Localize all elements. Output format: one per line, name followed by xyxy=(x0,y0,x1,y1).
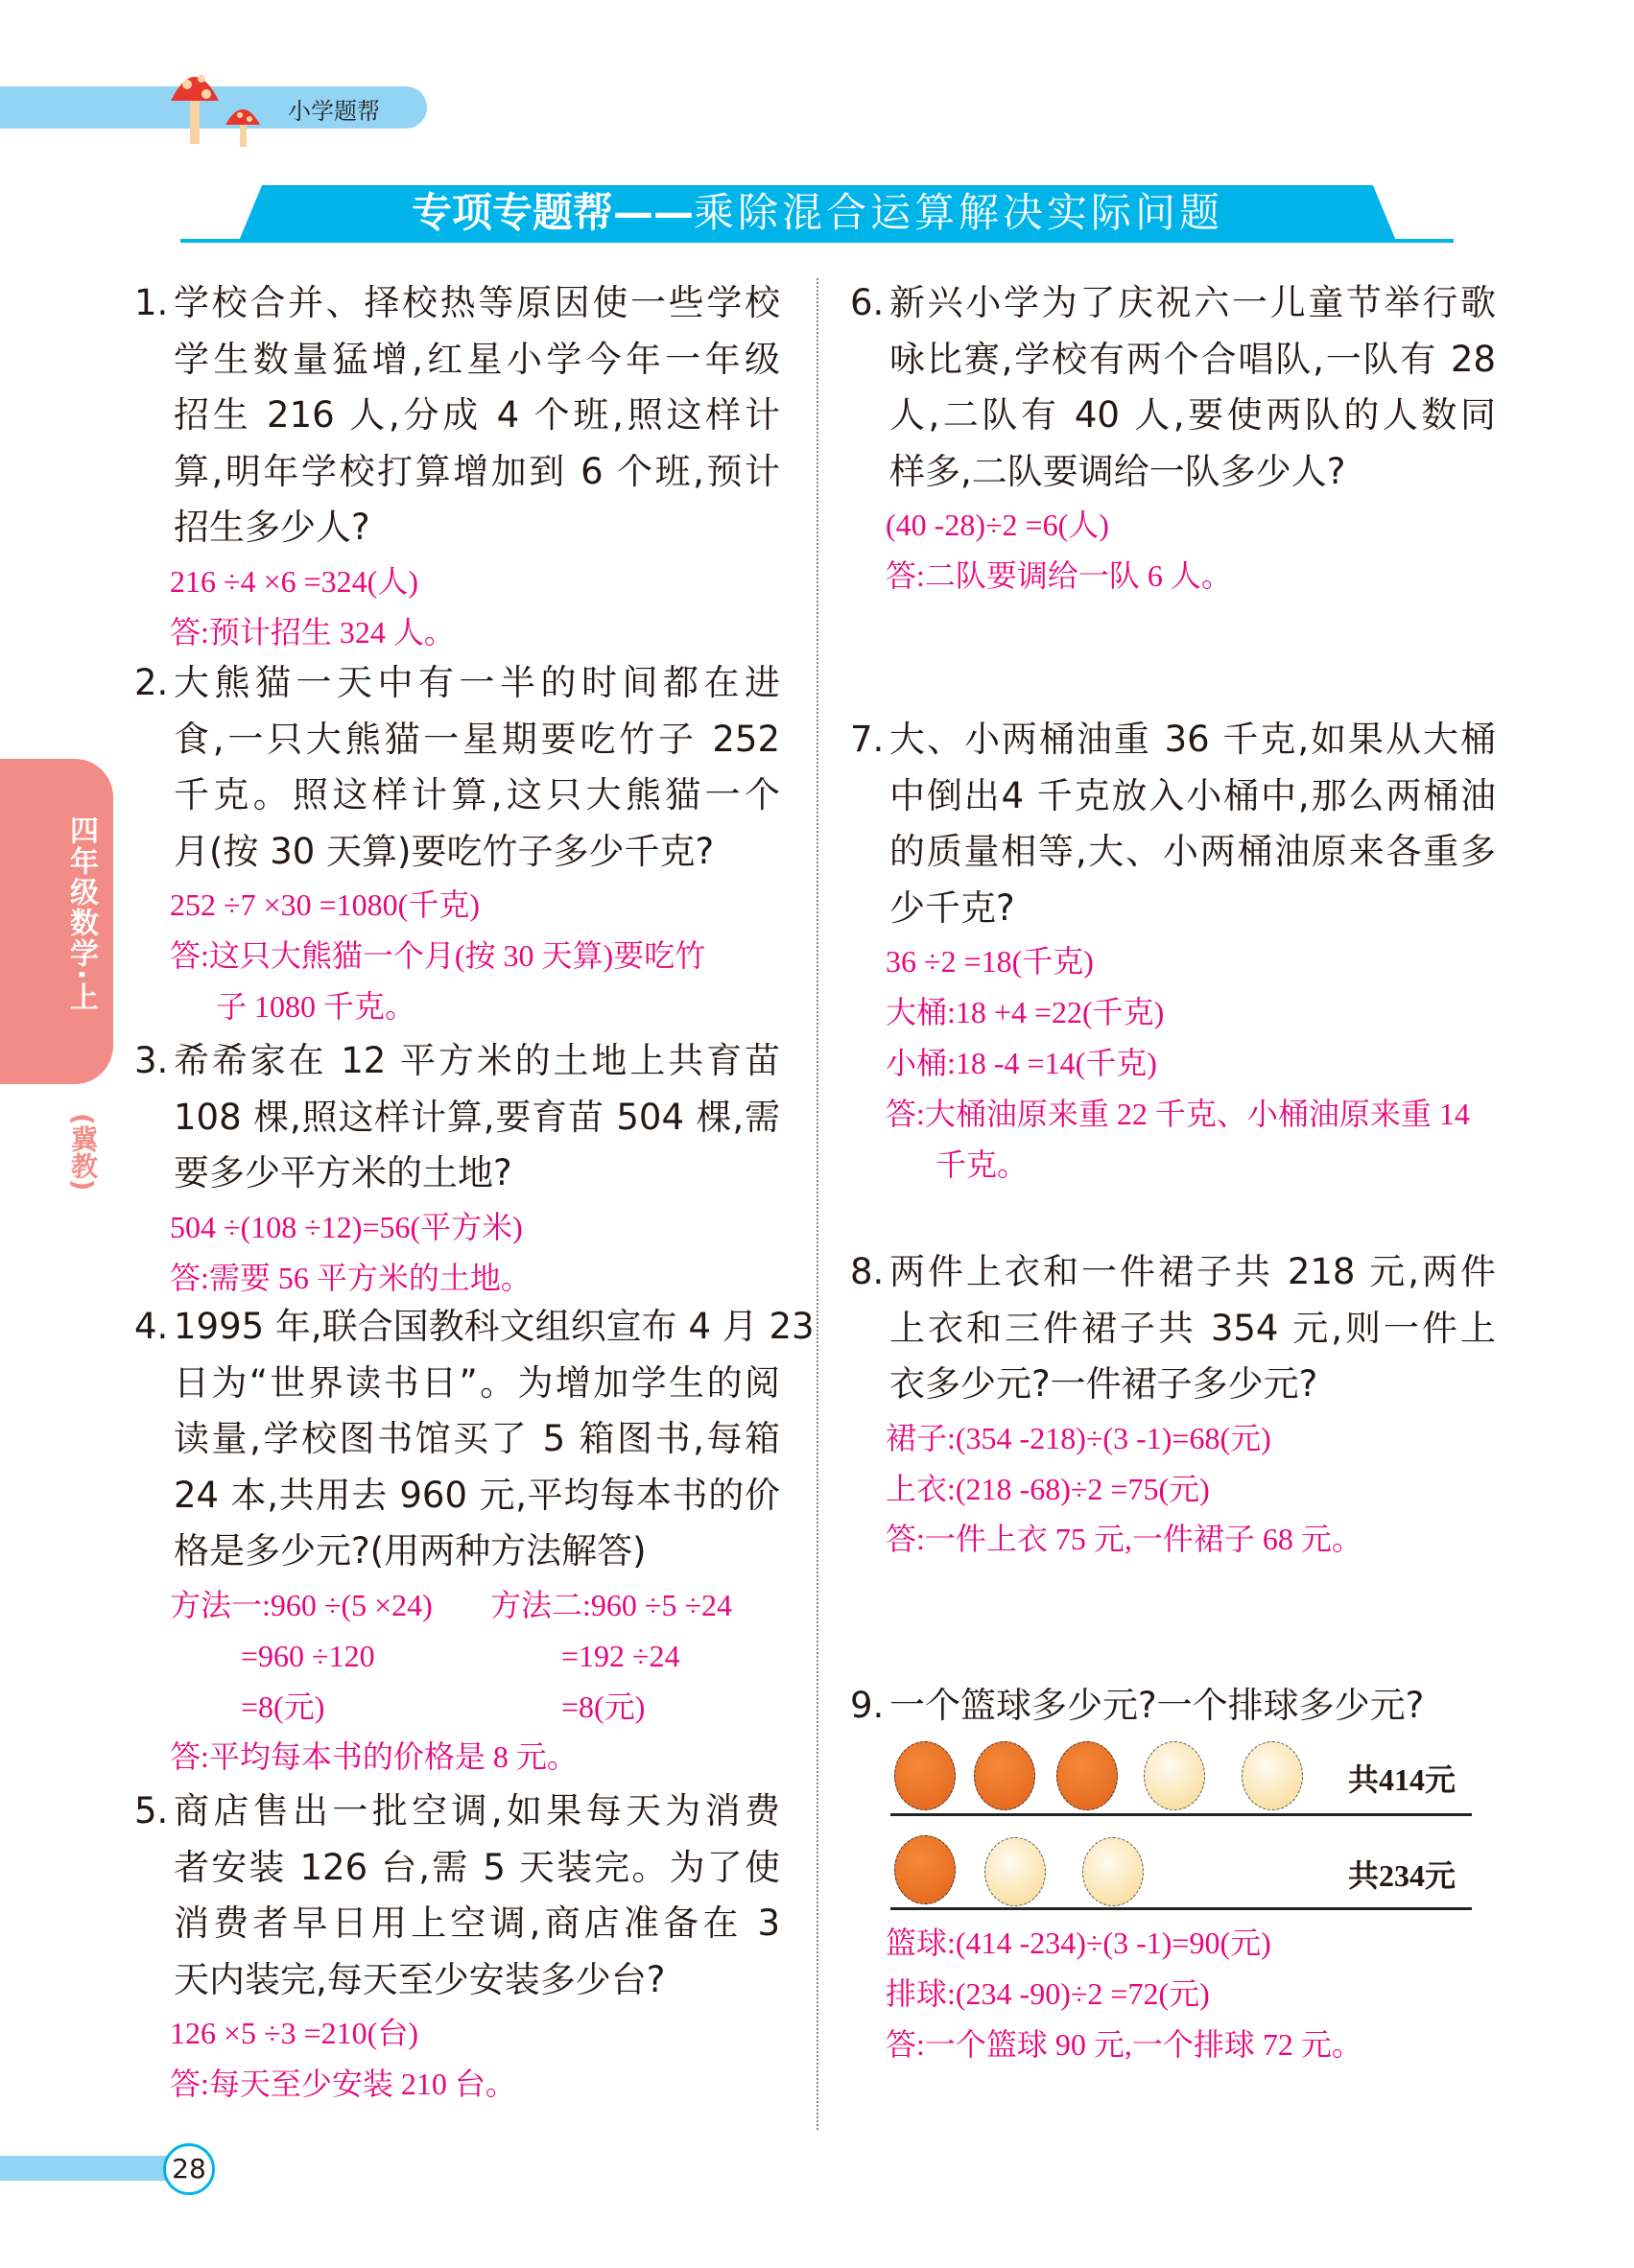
question-line: 格是多少元?(用两种方法解答) xyxy=(174,1530,647,1572)
answer-line: (40 -28)÷2 =6(人) xyxy=(886,508,1109,543)
question-line: 消费者早日用上空调,商店准备在 3 xyxy=(174,1902,780,1945)
basketball-icon xyxy=(894,1835,956,1904)
answer-line: 裙子:(354 -218)÷(3 -1)=68(元) xyxy=(886,1420,1271,1455)
answer-line: 大桶:18 +4 =22(千克) xyxy=(886,995,1165,1030)
question-line: 要多少平方米的土地? xyxy=(174,1152,512,1194)
answer-line: 答:大桶油原来重 22 千克、小桶油原来重 14 xyxy=(886,1096,1470,1131)
question-line: 日为“世界读书日”。为增加学生的阅 xyxy=(174,1361,780,1404)
method-2-line: =8(元) xyxy=(561,1689,646,1724)
question-line: 学生数量猛增,红星小学今年一年级 xyxy=(174,338,780,380)
question-line: 食,一只大熊猫一星期要吃竹子 252 xyxy=(174,718,780,760)
answer-line: 答:一个篮球 90 元,一个排球 72 元。 xyxy=(886,2026,1362,2062)
answer-line: 排球:(234 -90)÷2 =72(元) xyxy=(886,1975,1210,2011)
answer-line: 子 1080 千克。 xyxy=(216,988,416,1024)
method-1-line: =8(元) xyxy=(241,1689,325,1724)
question-line: 咏比赛,学校有两个合唱队,一队有 28 xyxy=(889,338,1496,380)
question-number: 5. xyxy=(134,1790,169,1831)
question-line: 1995 年,联合国教科文组织宣布 4 月 23 xyxy=(174,1306,815,1347)
answer-line: 答:这只大熊猫一个月(按 30 天算)要吃竹 xyxy=(170,938,706,974)
question-line: 108 棵,照这样计算,要育苗 504 棵,需 xyxy=(174,1096,780,1138)
answer-line: 小桶:18 -4 =14(千克) xyxy=(886,1045,1157,1080)
question-line: 天内装完,每天至少安装多少台? xyxy=(174,1958,666,2000)
page-number-bar xyxy=(0,2156,173,2181)
volleyball-icon xyxy=(984,1837,1046,1906)
column-divider xyxy=(817,278,818,2130)
question-line: 上衣和三件裙子共 354 元,则一件上 xyxy=(889,1307,1496,1349)
answer-line: 答:需要 56 平方米的土地。 xyxy=(170,1260,532,1295)
answer-line: 答:平均每本书的价格是 8 元。 xyxy=(170,1739,578,1775)
question-line: 两件上衣和一件裙子共 218 元,两件 xyxy=(889,1251,1496,1292)
answer-line: 答:每天至少安装 210 台。 xyxy=(170,2067,516,2102)
question-number: 3. xyxy=(134,1040,169,1081)
question-line: 读量,学校图书馆买了 5 箱图书,每箱 xyxy=(174,1418,780,1460)
page-title xyxy=(239,188,1396,238)
title-topic: 乘除混合运算解决实际问题 xyxy=(694,189,1224,236)
question-line: 大熊猫一天中有一半的时间都在进 xyxy=(174,662,780,703)
question-line: 算,明年学校打算增加到 6 个班,预计 xyxy=(174,450,780,492)
question-line: 24 本,共用去 960 元,平均每本书的价 xyxy=(174,1474,780,1516)
grade-label: 四年级数学·上 xyxy=(64,815,98,1013)
question-number: 9. xyxy=(850,1685,885,1726)
answer-line: 252 ÷7 ×30 =1080(千克) xyxy=(170,887,480,923)
question-number: 6. xyxy=(850,282,885,323)
edition-label: (冀教) xyxy=(67,1113,99,1192)
answer-line: 千克。 xyxy=(935,1146,1029,1182)
answer-line: 126 ×5 ÷3 =210(台) xyxy=(170,2016,418,2051)
method-1-line: =960 ÷120 xyxy=(241,1638,375,1673)
basketball-icon xyxy=(974,1741,1035,1810)
question-line: 新兴小学为了庆祝六一儿童节举行歌 xyxy=(889,282,1496,323)
answer-line: 36 ÷2 =18(千克) xyxy=(886,944,1094,980)
row-2-total: 共234元 xyxy=(1348,1858,1456,1893)
question-number: 2. xyxy=(134,662,169,703)
question-number: 7. xyxy=(850,719,885,760)
question-line: 希希家在 12 平方米的土地上共育苗 xyxy=(174,1040,780,1081)
answer-line: 上衣:(218 -68)÷2 =75(元) xyxy=(886,1471,1210,1506)
title-main: 专项专题帮—— xyxy=(411,189,694,236)
answer-line: 答:预计招生 324 人。 xyxy=(170,614,455,650)
question-number: 8. xyxy=(850,1251,885,1292)
row-2-rule xyxy=(890,1907,1472,1910)
basketball-icon xyxy=(1056,1741,1118,1810)
answer-line: 答:二队要调给一队 6 人。 xyxy=(886,558,1232,594)
question-line: 人,二队有 40 人,要使两队的人数同 xyxy=(889,394,1496,437)
question-line: 商店售出一批空调,如果每天为消费 xyxy=(174,1790,780,1831)
question-line: 学校合并、择校热等原因使一些学校 xyxy=(174,282,780,323)
question-line: 千克。照这样计算,这只大熊猫一个 xyxy=(174,774,780,816)
row-1-rule xyxy=(890,1813,1472,1816)
question-line: 招生多少人? xyxy=(174,507,370,549)
question-line: 少千克? xyxy=(889,886,1015,929)
brand-label: 小学题帮 xyxy=(288,98,380,125)
answer-line: 答:一件上衣 75 元,一件裙子 68 元。 xyxy=(886,1522,1362,1557)
question-9-answers xyxy=(886,1918,1362,2069)
question-line: 中倒出4 千克放入小桶中,那么两桶油 xyxy=(889,774,1496,816)
answer-line: 504 ÷(108 ÷12)=56(平方米) xyxy=(170,1209,523,1244)
method-2-line: 方法二:960 ÷5 ÷24 xyxy=(490,1587,733,1622)
volleyball-icon xyxy=(1082,1837,1144,1906)
answer-line: 篮球:(414 -234)÷(3 -1)=90(元) xyxy=(886,1925,1271,1960)
question-line: 的质量相等,大、小两桶油原来各重多 xyxy=(889,831,1496,873)
question-number: 1. xyxy=(134,282,169,323)
question-line: 样多,二队要调给一队多少人? xyxy=(889,450,1346,492)
question-line: 招生 216 人,分成 4 个班,照这样计 xyxy=(174,394,780,437)
question-line: 月(按 30 天算)要吃竹子多少千克? xyxy=(174,830,715,872)
question-line: 衣多少元?一件裙子多少元? xyxy=(889,1363,1318,1406)
answer-line: 216 ÷4 ×6 =324(人) xyxy=(170,563,418,599)
question-line: 者安装 126 台,需 5 天装完。为了使 xyxy=(174,1846,780,1888)
method-1-line: 方法一:960 ÷(5 ×24) xyxy=(170,1587,433,1622)
basketball-icon xyxy=(894,1741,956,1810)
method-2-line: =192 ÷24 xyxy=(561,1638,680,1673)
row-1-total: 共414元 xyxy=(1348,1762,1456,1797)
title-underline xyxy=(180,239,1454,243)
question-number: 4. xyxy=(134,1306,169,1347)
question-line: 大、小两桶油重 36 千克,如果从大桶 xyxy=(889,719,1496,760)
page-number: 28 xyxy=(163,2143,215,2195)
volleyball-icon xyxy=(1144,1741,1205,1810)
mushroom-icon xyxy=(163,58,278,149)
volleyball-icon xyxy=(1242,1741,1303,1810)
question-line: 一个篮球多少元?一个排球多少元? xyxy=(889,1685,1425,1726)
